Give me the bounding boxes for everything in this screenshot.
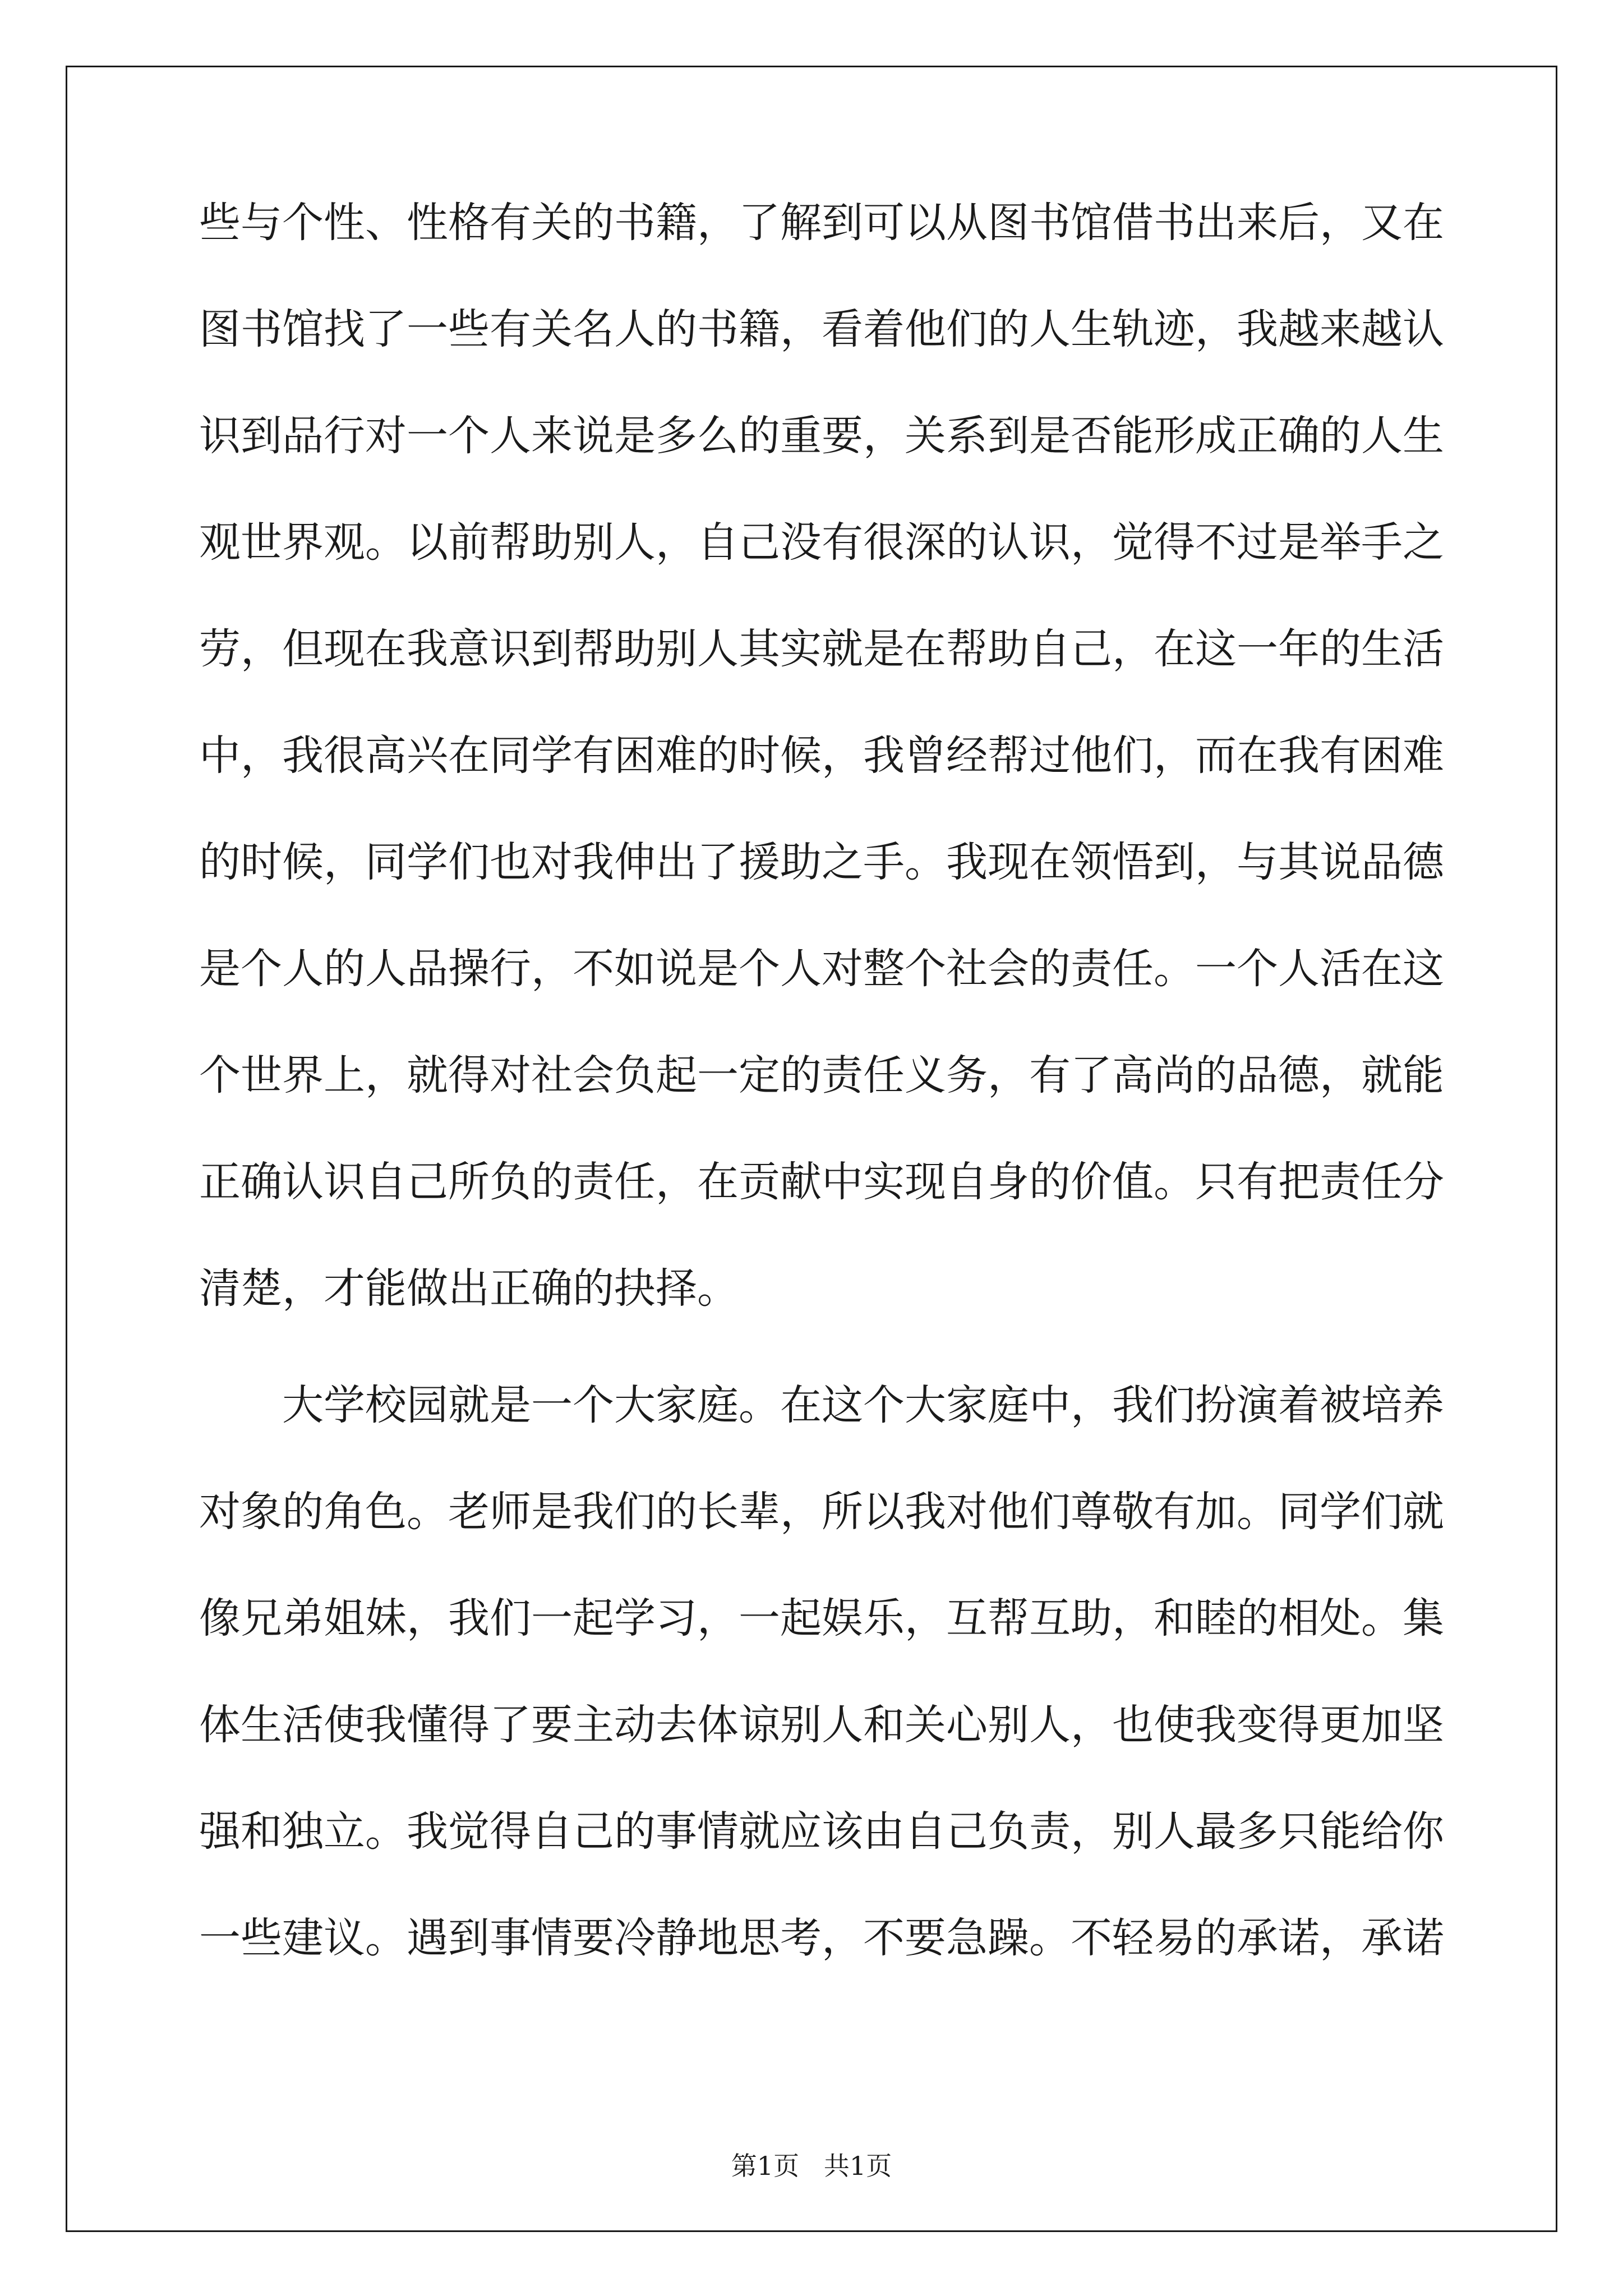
paragraph-1-line-7: 的时候，同学们也对我伸出了援助之手。我现在领悟到，与其说品德 — [199, 838, 1444, 886]
paragraph-1-line-9: 个世界上，就得对社会负起一定的责任义务，有了高尚的品德，就能 — [199, 1051, 1444, 1099]
paragraph-1-line-4: 观世界观。以前帮助别人，自己没有很深的认识，觉得不过是举手之 — [199, 518, 1444, 567]
paragraph-2-line-3: 像兄弟姐妹，我们一起学习，一起娱乐，互帮互助，和睦的相处。集 — [199, 1594, 1444, 1642]
paragraph-1-line-10: 正确认识自己所负的责任，在贡献中实现自身的价值。只有把责任分 — [199, 1158, 1444, 1206]
paragraph-2-line-4: 体生活使我懂得了要主动去体谅别人和关心别人，也使我变得更加坚 — [199, 1701, 1444, 1749]
paragraph-2-line-1: 大学校园就是一个大家庭。在这个大家庭中，我们扮演着被培养 — [282, 1381, 1444, 1429]
page-footer: 第1页 共1页 — [731, 2151, 892, 2181]
paragraph-1-line-3: 识到品行对一个人来说是多么的重要，关系到是否能形成正确的人生 — [199, 412, 1444, 460]
paragraph-2-line-6: 一些建议。遇到事情要冷静地思考，不要急躁。不轻易的承诺，承诺 — [199, 1914, 1444, 1962]
paragraph-1-line-6: 中，我很高兴在同学有困难的时候，我曾经帮过他们，而在我有困难 — [199, 731, 1444, 780]
paragraph-2-line-5: 强和独立。我觉得自己的事情就应该由自己负责，别人最多只能给你 — [199, 1807, 1444, 1856]
paragraph-2-line-2: 对象的角色。老师是我们的长辈，所以我对他们尊敬有加。同学们就 — [199, 1488, 1444, 1536]
paragraph-1-line-11: 清楚，才能做出正确的抉择。 — [199, 1264, 739, 1313]
paragraph-1-line-2: 图书馆找了一些有关名人的书籍，看着他们的人生轨迹，我越来越认 — [199, 305, 1444, 353]
document-body — [199, 199, 1444, 2024]
paragraph-1-line-1: 些与个性、性格有关的书籍，了解到可以从图书馆借书出来后，又在 — [199, 199, 1444, 247]
paragraph-1-line-8: 是个人的人品操行，不如说是个人对整个社会的责任。一个人活在这 — [199, 945, 1444, 993]
paragraph-1-line-5: 劳，但现在我意识到帮助别人其实就是在帮助自己，在这一年的生活 — [199, 625, 1444, 673]
